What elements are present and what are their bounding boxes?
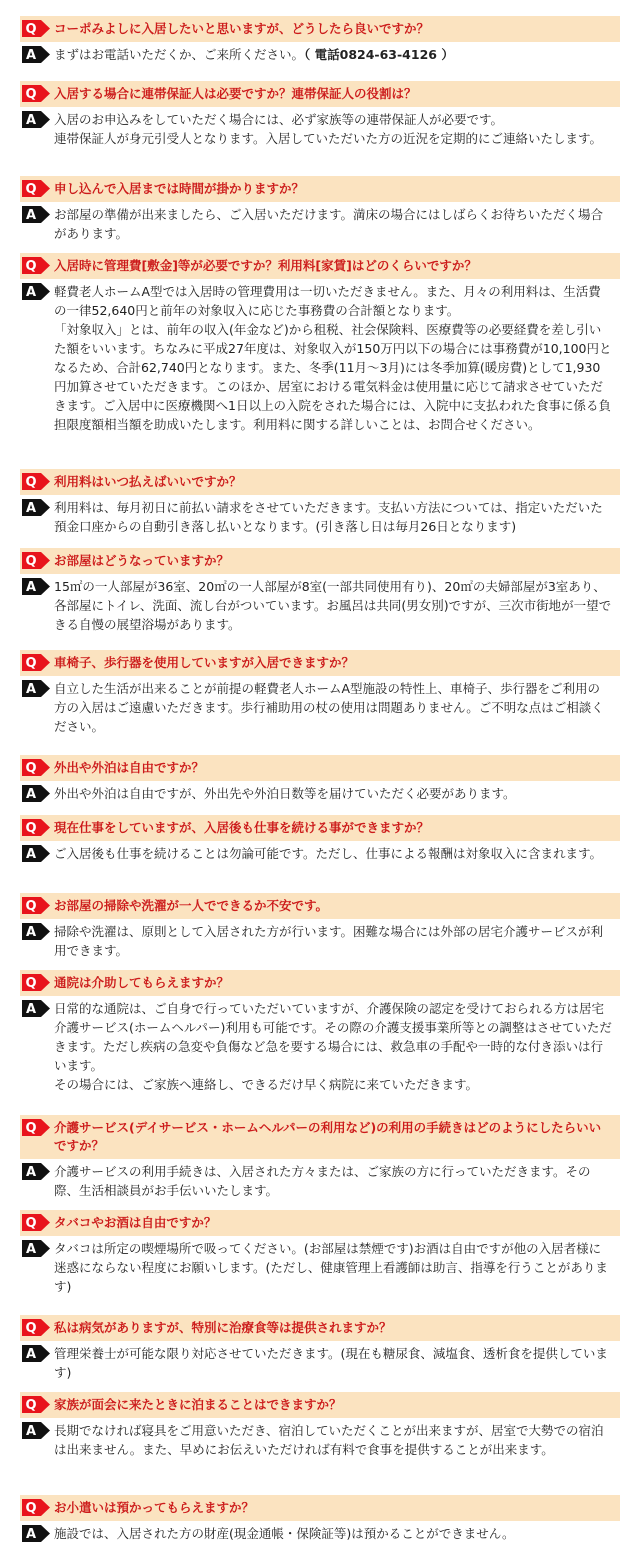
faq-question-text: 入居する場合に連帯保証人は必要ですか？連帯保証人の役割は？ — [54, 86, 417, 101]
question-badge-icon — [22, 85, 50, 102]
question-badge-icon — [22, 1499, 50, 1516]
question-badge-icon — [22, 552, 50, 569]
faq-answer — [20, 781, 620, 803]
answer-badge-icon — [22, 1240, 50, 1257]
faq-question-text: コーポみよしに入居したいと思いますが、どうしたら良いですか？ — [54, 21, 430, 36]
svg-text:A: A — [25, 285, 37, 300]
faq-answer — [20, 1418, 620, 1459]
svg-text:A: A — [25, 925, 37, 940]
faq-item — [20, 1495, 620, 1543]
question-badge-icon — [22, 654, 50, 671]
faq-item — [20, 16, 620, 64]
faq-item — [20, 81, 620, 148]
faq-item — [20, 1315, 620, 1382]
faq-answer — [20, 919, 620, 960]
faq-question — [20, 755, 620, 781]
faq-question — [20, 253, 620, 279]
faq-item — [20, 893, 620, 960]
svg-text:Q: Q — [25, 821, 37, 836]
faq-question — [20, 1115, 620, 1159]
svg-text:Q: Q — [25, 1321, 37, 1336]
faq-question — [20, 469, 620, 495]
faq-question-text: 通院は介助してもらえますか？ — [54, 975, 230, 990]
faq-answer — [20, 495, 620, 536]
faq-question — [20, 548, 620, 574]
svg-text:A: A — [25, 847, 37, 862]
question-badge-icon — [22, 257, 50, 274]
faq-answer-text: タバコは所定の喫煙場所で吸ってください。(お部屋は禁煙です)お酒は自由ですが他の入居者様に迷惑にならない程度にお願いします。(ただし、健康管理上看護師は助言、指導を行うことがあります) — [54, 1241, 608, 1294]
faq-answer — [20, 107, 620, 148]
question-badge-icon — [22, 20, 50, 37]
answer-badge-icon — [22, 1525, 50, 1542]
svg-text:A: A — [25, 580, 37, 595]
faq-question-text: お部屋はどうなっていますか？ — [54, 553, 230, 568]
faq-item — [20, 176, 620, 243]
faq-answer-text: 施設では、入居された方の財産(現金通帳・保険証等)は預かることができません。 — [54, 1526, 515, 1541]
faq-answer — [20, 1521, 620, 1543]
faq-question-text: 現在仕事をしていますが、入居後も仕事を続ける事ができますか？ — [54, 820, 430, 835]
faq-item — [20, 548, 620, 634]
svg-text:A: A — [25, 113, 37, 128]
faq-item — [20, 755, 620, 803]
svg-text:Q: Q — [25, 761, 37, 776]
faq-question — [20, 16, 620, 42]
faq-question-text: 申し込んで入居までは時間が掛かりますか？ — [54, 181, 305, 196]
svg-text:A: A — [25, 1165, 37, 1180]
answer-badge-icon — [22, 1422, 50, 1439]
faq-answer-text: まずはお電話いただくか、ご来所ください。 — [54, 47, 305, 62]
faq-question — [20, 650, 620, 676]
answer-badge-icon — [22, 283, 50, 300]
faq-answer-text: お部屋の準備が出来ましたら、ご入居いただけます。満床の場合にはしばらくお待ちいただく場合があります。 — [54, 207, 604, 241]
faq-question — [20, 1392, 620, 1418]
faq-answer-text: 長期でなければ寝具をご用意いただき、宿泊していただくことが出来ますが、居室で大勢での宿泊は出来ません。また、早めにお伝えいただければ有料で食事を提供することが出来ます。 — [54, 1423, 604, 1457]
svg-text:Q: Q — [25, 656, 37, 671]
faq-question-text: 車椅子、歩行器を使用していますが入居できますか？ — [54, 655, 355, 670]
faq-question-text: 利用料はいつ払えばいいですか？ — [54, 474, 242, 489]
faq-answer-text: 自立した生活が出来ることが前提の軽費老人ホームA型施設の特性上、車椅子、歩行器をご利用の方の入居はご遠慮いただきます。歩行補助用の杖の使用は問題ありません。ご不明な点はご相談ください。 — [54, 681, 604, 734]
svg-text:A: A — [25, 208, 37, 223]
faq-question-text: 入居時に管理費[敷金]等が必要ですか？利用料[家賃]はどのくらいですか？ — [54, 258, 477, 273]
svg-text:Q: Q — [25, 1501, 37, 1516]
question-badge-icon — [22, 759, 50, 776]
question-badge-icon — [22, 974, 50, 991]
svg-text:A: A — [25, 48, 37, 63]
faq-answer — [20, 996, 620, 1094]
answer-badge-icon — [22, 111, 50, 128]
faq-question — [20, 1315, 620, 1341]
svg-text:Q: Q — [25, 899, 37, 914]
faq-question — [20, 893, 620, 919]
faq-answer-text: 介護サービスの利用手続きは、入居された方々または、ご家族の方に行っていただきます。その際、生活相談員がお手伝いいたします。 — [54, 1164, 591, 1198]
faq-answer-text: 15㎡の一人部屋が36室、20㎡の一人部屋が8室(一部共同使用有り)、20㎡の夫婦部屋が3室あり、各部屋にトイレ、洗面、流し台がついています。お風呂は共同(男女別)ですが、三次市街地が一望できる自慢の展望浴場があります。 — [54, 579, 612, 632]
question-badge-icon — [22, 1119, 50, 1136]
question-badge-icon — [22, 819, 50, 836]
answer-badge-icon — [22, 1163, 50, 1180]
phone-number: （ 電話0824-63-4126 ） — [304, 47, 454, 62]
faq-item — [20, 469, 620, 536]
answer-badge-icon — [22, 578, 50, 595]
faq-item — [20, 815, 620, 863]
svg-text:Q: Q — [25, 182, 37, 197]
answer-badge-icon — [22, 499, 50, 516]
question-badge-icon — [22, 473, 50, 490]
svg-text:A: A — [25, 501, 37, 516]
question-badge-icon — [22, 1214, 50, 1231]
svg-text:Q: Q — [25, 1398, 37, 1413]
faq-answer — [20, 1236, 620, 1296]
faq-answer — [20, 841, 620, 863]
answer-badge-icon — [22, 1345, 50, 1362]
answer-badge-icon — [22, 46, 50, 63]
faq-answer-text: 管理栄養士が可能な限り対応させていただきます。(現在も糖尿食、減塩食、透析食を提供しています) — [54, 1346, 608, 1380]
faq-item — [20, 253, 620, 434]
svg-text:Q: Q — [25, 1216, 37, 1231]
faq-answer-text: 掃除や洗濯は、原則として入居された方が行います。困難な場合には外部の居宅介護サービスが利用できます。 — [54, 924, 604, 958]
faq-answer — [20, 279, 620, 434]
faq-item — [20, 1392, 620, 1459]
faq-answer — [20, 202, 620, 243]
faq-answer — [20, 676, 620, 736]
faq-answer — [20, 42, 620, 64]
svg-text:A: A — [25, 787, 37, 802]
answer-badge-icon — [22, 785, 50, 802]
faq-answer — [20, 1341, 620, 1382]
faq-answer-text: 利用料は、毎月初日に前払い請求をさせていただきます。支払い方法については、指定いただいた預金口座からの自動引き落し払いとなります。(引き落し日は毎月26日となります) — [54, 500, 603, 534]
svg-text:A: A — [25, 1424, 37, 1439]
svg-text:A: A — [25, 1347, 37, 1362]
faq-question — [20, 81, 620, 107]
faq-item — [20, 970, 620, 1094]
faq-answer-text: 軽費老人ホームA型では入居時の管理費用は一切いただきません。また、月々の利用料は、生活費の一律52,640円と前年の対象収入に応じた事務費の合計額となります。 「対象収入」とは、前年の収入(年金など)から租税、社会保険料、医療費等の必要経費を差し引いた額をいいます。ちなみに平成27年度は、対象収入が150万円以下の場合には事務費が10,100円となるため、合計62,740円となります。また、冬季(11月～3月)には冬季加算(暖房費)として1,930円加算させていただきます。このほか、居室における電気料金は使用量に応じて請求させていただきます。ご入居中に医療機関へ1日以上の入院をされた場合には、入院中に支払われた食事に係る負担限度額相当額を助成いたします。利用料に関する詳しいことは、お問合せください。 — [54, 284, 612, 432]
faq-question — [20, 1210, 620, 1236]
faq-item — [20, 1115, 620, 1200]
faq-answer — [20, 1159, 620, 1200]
faq-question — [20, 970, 620, 996]
svg-text:A: A — [25, 1527, 37, 1542]
faq-question-text: タバコやお酒は自由ですか？ — [54, 1215, 217, 1230]
faq-answer-text: ご入居後も仕事を続けることは勿論可能です。ただし、仕事による報酬は対象収入に含まれます。 — [54, 846, 603, 861]
svg-text:Q: Q — [25, 976, 37, 991]
faq-answer — [20, 574, 620, 634]
svg-text:Q: Q — [25, 554, 37, 569]
faq-question — [20, 815, 620, 841]
faq-question-text: 私は病気がありますが、特別に治療食等は提供されますか？ — [54, 1320, 392, 1335]
svg-text:A: A — [25, 682, 37, 697]
svg-text:A: A — [25, 1002, 37, 1017]
answer-badge-icon — [22, 206, 50, 223]
svg-text:Q: Q — [25, 22, 37, 37]
answer-badge-icon — [22, 845, 50, 862]
faq-question-text: 家族が面会に来たときに泊まることはできますか？ — [54, 1397, 342, 1412]
faq-question — [20, 1495, 620, 1521]
question-badge-icon — [22, 180, 50, 197]
faq-answer-text: 外出や外泊は自由ですが、外出先や外泊日数等を届けていただく必要があります。 — [54, 786, 516, 801]
question-badge-icon — [22, 897, 50, 914]
faq-question-text: 外出や外泊は自由ですか？ — [54, 760, 205, 775]
svg-text:Q: Q — [25, 87, 37, 102]
faq-item — [20, 1210, 620, 1296]
answer-badge-icon — [22, 680, 50, 697]
answer-badge-icon — [22, 923, 50, 940]
svg-text:Q: Q — [25, 475, 37, 490]
faq-item — [20, 650, 620, 736]
faq-question — [20, 176, 620, 202]
svg-text:A: A — [25, 1242, 37, 1257]
faq-answer-text: 日常的な通院は、ご自身で行っていただいていますが、介護保険の認定を受けておられる方は居宅介護サービス(ホームヘルパー)利用も可能です。その際の介護支援事業所等との調整はさせていただきます。ただし疾病の急変や負傷など急を要する場合には、救急車の手配や一時的な付き添いは行います。 その場合には、ご家族へ連絡し、できるだけ早く病院に来ていただきます。 — [54, 1001, 612, 1092]
svg-text:Q: Q — [25, 1121, 37, 1136]
question-badge-icon — [22, 1396, 50, 1413]
faq-answer-text: 入居のお申込みをしていただく場合には、必ず家族等の連帯保証人が必要です。 連帯保証人が身元引受人となります。入居していただいた方の近況を定期的にご連絡いたします。 — [54, 112, 603, 146]
faq-question-text: お部屋の掃除や洗濯が一人でできるか不安です。 — [54, 898, 329, 913]
faq-question-text: 介護サービス(デイサービス・ホームヘルパーの利用など)の利用の手続きはどのようにしたらいいですか？ — [54, 1120, 602, 1153]
faq-question-text: お小遣いは預かってもらえますか？ — [54, 1500, 255, 1515]
svg-text:Q: Q — [25, 259, 37, 274]
answer-badge-icon — [22, 1000, 50, 1017]
question-badge-icon — [22, 1319, 50, 1336]
